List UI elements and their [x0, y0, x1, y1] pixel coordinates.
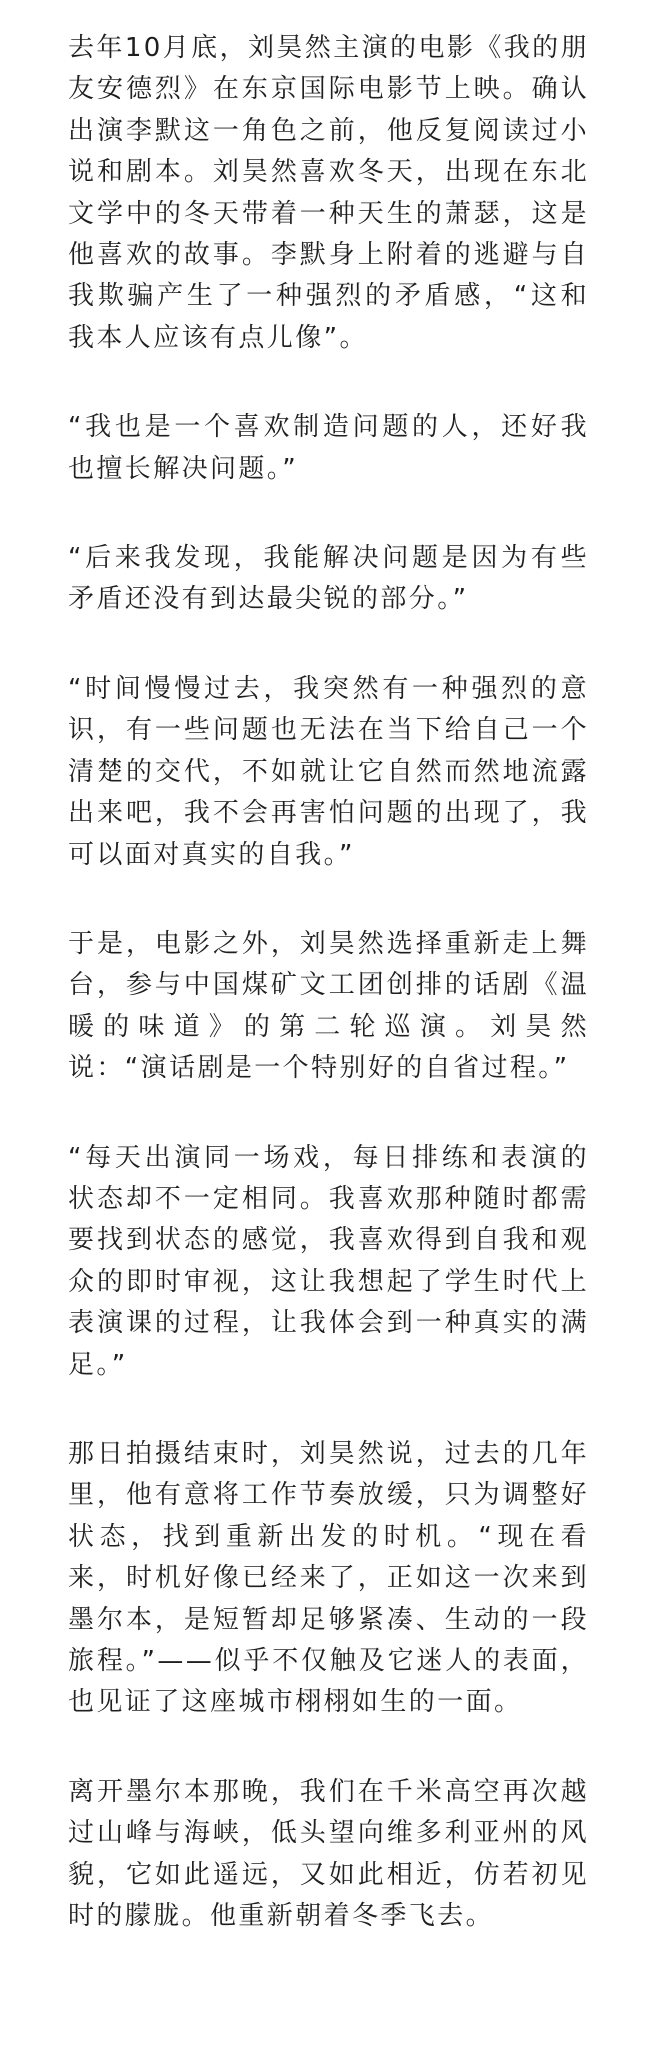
paragraph-1: 去年10月底，刘昊然主演的电影《我的朋友安德烈》在东京国际电影节上映。确认出演李默这一角色之前，他反复阅读过小说和剧本。刘昊然喜欢冬天，出现在东北文学中的冬天带着一种天生的萧瑟，这是他喜欢的故事。李默身上附着的逃避与自我欺骗产生了一种强烈的矛盾感，“这和我本人应该有点儿像”。	[68, 33, 589, 353]
paragraph-3: “后来我发现，我能解决问题是因为有些矛盾还没有到达最尖锐的部分。”	[68, 543, 589, 615]
paragraph-2: “我也是一个喜欢制造问题的人，还好我也擅长解决问题。”	[68, 412, 589, 484]
paragraph-5: 于是，电影之外，刘昊然选择重新走上舞台，参与中国煤矿文工团创排的话剧《温暖的味道》的第二轮巡演。刘昊然说：“演话剧是一个特别好的自省过程。”	[68, 928, 589, 1084]
paragraph-7: 那日拍摄结束时，刘昊然说，过去的几年里，他有意将工作节奏放缓，只为调整好状态，找到重新出发的时机。“现在看来，时机好像已经来了，正如这一次来到墨尔本，是短暂却足够紧凑、生动的一段旅程。”——似乎不仅触及它迷人的表面，也见证了这座城市栩栩如生的一面。	[68, 1438, 589, 1718]
paragraph-6: “每天出演同一场戏，每日排练和表演的状态却不一定相同。我喜欢那种随时都需要找到状态的感觉，我喜欢得到自我和观众的即时审视，这让我想起了学生时代上表演课的过程，让我体会到一种真实的满足。”	[68, 1142, 589, 1380]
paragraph-4: “时间慢慢过去，我突然有一种强烈的意识，有一些问题也无法在当下给自己一个清楚的交代，不如就让它自然而然地流露出来吧，我不会再害怕问题的出现了，我可以面对真实的自我。”	[68, 673, 589, 870]
paragraph-8: 离开墨尔本那晚，我们在千米高空再次越过山峰与海峡，低头望向维多利亚州的风貌，它如此遥远，又如此相近，仿若初见时的朦胧。他重新朝着冬季飞去。	[68, 1776, 589, 1932]
